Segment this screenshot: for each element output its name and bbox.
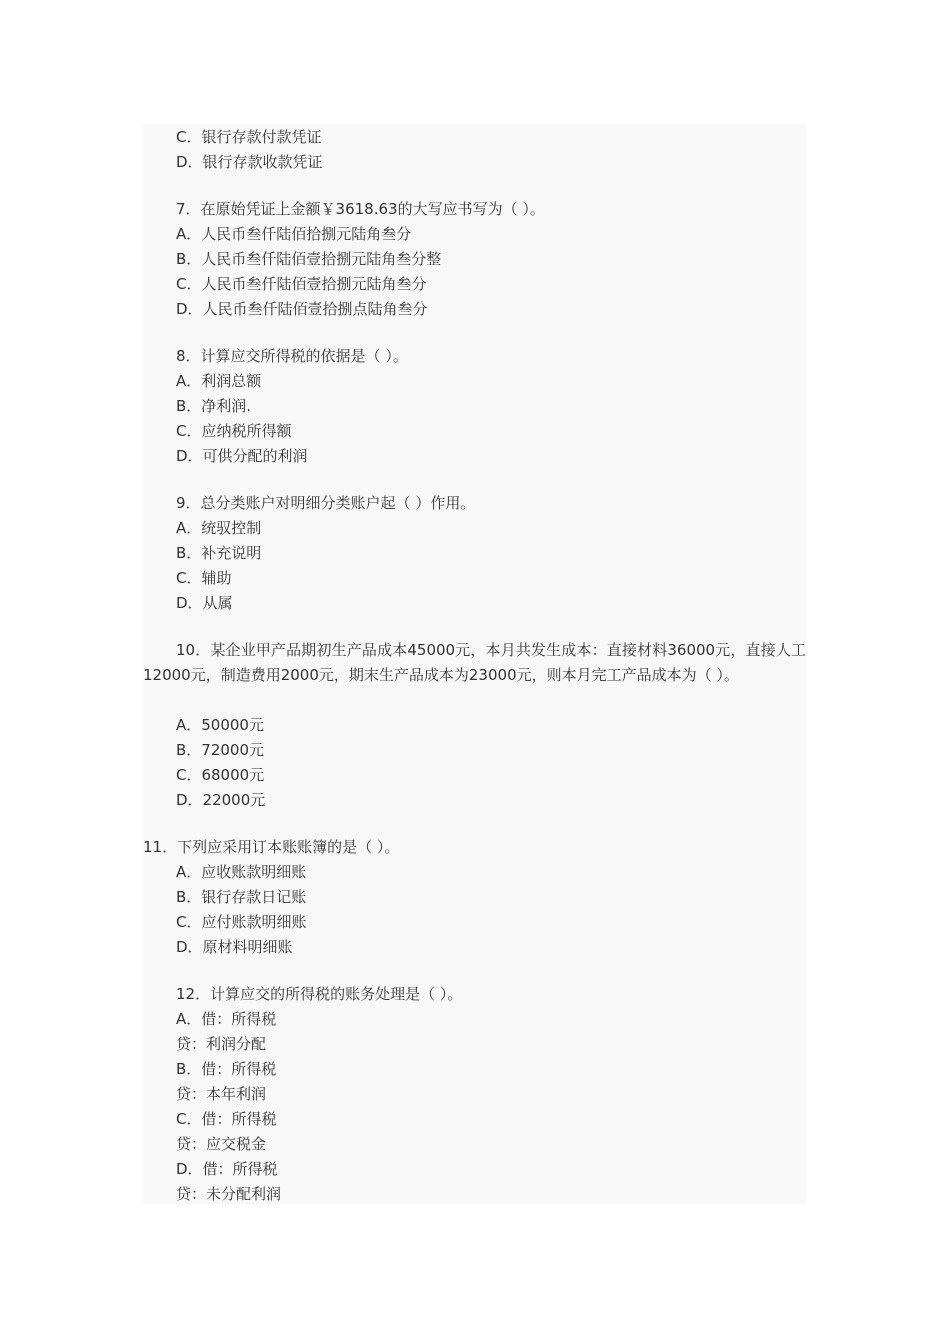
q12-option-a-debit: A．借：所得税 [176, 1010, 277, 1028]
q7-question: 7．在原始凭证上金额￥3618.63的大写应书写为（ ）。 [176, 200, 545, 218]
q9-option-a: A．统驭控制 [176, 519, 262, 537]
q11-option-b: B．银行存款日记账 [176, 888, 307, 906]
q7-option-a: A．人民币叁仟陆佰拾捌元陆角叁分 [176, 225, 412, 243]
q7-option-b: B．人民币叁仟陆佰壹拾捌元陆角叁分整 [176, 250, 442, 268]
q8-question: 8．计算应交所得税的依据是（ ）。 [176, 347, 408, 365]
q12-question: 12．计算应交的所得税的账务处理是（ ）。 [176, 985, 463, 1003]
q9-option-d: D．从属 [176, 594, 233, 612]
q8-option-b: B．净利润. [176, 397, 252, 415]
q12-option-d-debit: D．借：所得税 [176, 1160, 278, 1178]
q6-option-c: C．银行存款付款凭证 [176, 128, 322, 146]
q10-option-a: A．50000元 [176, 716, 264, 734]
document-content [143, 124, 806, 1204]
q10-option-c: C．68000元 [176, 766, 265, 784]
q8-option-a: A．利润总额 [176, 372, 262, 390]
q9-option-b: B．补充说明 [176, 544, 262, 562]
q10-option-b: B．72000元 [176, 741, 265, 759]
q8-option-d: D．可供分配的利润 [176, 447, 308, 465]
q10-option-d: D．22000元 [176, 791, 266, 809]
q12-option-b-credit: 贷：本年利润 [176, 1085, 267, 1103]
q9-option-c: C．辅助 [176, 569, 232, 587]
q12-option-a-credit: 贷：利润分配 [176, 1035, 267, 1053]
q11-option-c: C．应付账款明细账 [176, 913, 307, 931]
q12-option-c-credit: 贷：应交税金 [176, 1135, 267, 1153]
q11-option-a: A．应收账款明细账 [176, 863, 307, 881]
q11-option-d: D．原材料明细账 [176, 938, 293, 956]
q10-question: 10．某企业甲产品期初生产品成本45000元，本月共发生成本：直接材料36000元，直接人工12000元，制造费用2000元，期末生产品成本为23000元，则本月完工产品成本为（ ）。 [143, 641, 806, 684]
q6-option-d: D．银行存款收款凭证 [176, 153, 323, 171]
q7-option-c: C．人民币叁仟陆佰壹拾捌元陆角叁分 [176, 275, 427, 293]
q11-question: 11．下列应采用订本账账簿的是（ ）。 [143, 838, 400, 856]
q12-option-b-debit: B．借：所得税 [176, 1060, 277, 1078]
q12-option-c-debit: C．借：所得税 [176, 1110, 277, 1128]
q12-option-d-credit: 贷：未分配利润 [176, 1185, 282, 1203]
q7-option-d: D．人民币叁仟陆佰壹拾捌点陆角叁分 [176, 300, 428, 318]
q9-question: 9．总分类账户对明细分类账户起（ ）作用。 [176, 494, 476, 512]
q8-option-c: C．应纳税所得额 [176, 422, 292, 440]
